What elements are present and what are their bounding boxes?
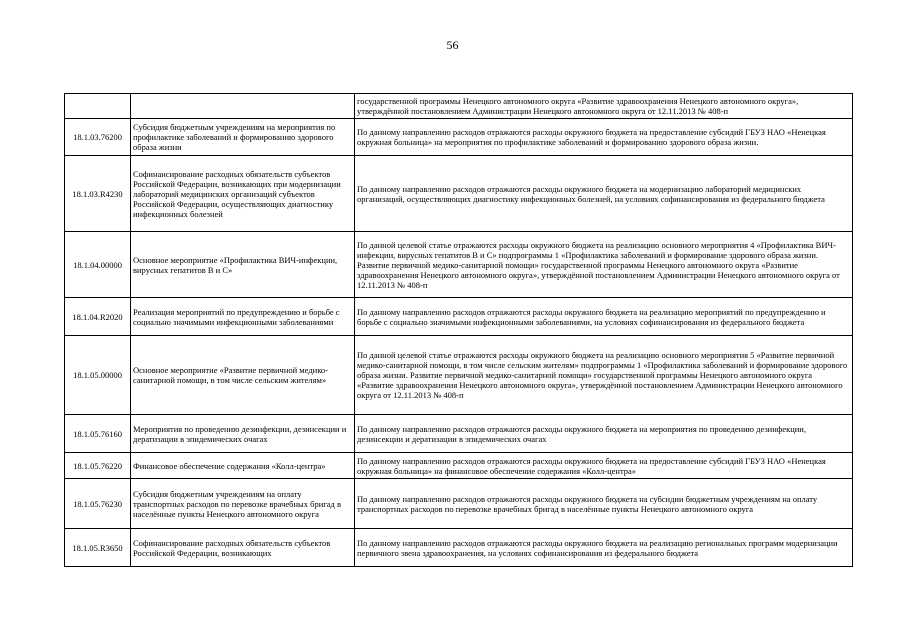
row-name: Мероприятия по проведению дезинфекции, дезинсекции и дератизации в эпидемических очагах — [131, 415, 355, 453]
row-name: Софинансирование расходных обязательств субъектов Российской Федерации, возникающих — [131, 529, 355, 567]
table-row — [65, 453, 853, 479]
page-number: 56 — [446, 38, 459, 52]
row-name: Софинансирование расходных обязательств субъектов Российской Федерации, возникающих при модернизации лабораторий медицинских организаций субъектов Российской Федерации, осуществляющих диагностику инфекционных болезней — [131, 156, 355, 232]
budget-classification-table — [64, 93, 853, 567]
row-code: 18.1.05.76230 — [65, 479, 131, 529]
row-description: По данному направлению расходов отражаются расходы окружного бюджета на реализацию региональных программ модернизации первичного звена здравоохранения, на условиях софинансирования из федерального бюджета — [355, 529, 853, 567]
row-description: По данной целевой статье отражаются расходы окружного бюджета на реализацию основного мероприятия 4 «Профилактика ВИЧ-инфекции, вирусных гепатитов В и С» подпрограммы 1 «Профилактика заболеваний и формирование здорового образа жизни. Развитие первичной медико-санитарной помощи» государственной программы Ненецкого автономного округа «Развитие здравоохранения Ненецкого автономного округа», утверждённой постановлением Администрации Ненецкого автономного округа от 12.11.2013 № 408-п — [355, 232, 853, 298]
row-description: По данному направлению расходов отражаются расходы окружного бюджета на субсидии бюджетным учреждениям на оплату транспортных расходов по перевозке врачебных бригад в населённые пункты Ненецкого автономного округа — [355, 479, 853, 529]
row-name: Основное мероприятие «Профилактика ВИЧ-инфекции, вирусных гепатитов В и С» — [131, 232, 355, 298]
table-row — [65, 479, 853, 529]
row-name: Основное мероприятие «Развитие первичной медико-санитарной помощи, в том числе сельским жителям» — [131, 336, 355, 415]
table-row — [65, 156, 853, 232]
row-name: Реализация мероприятий по предупреждению и борьбе с социально значимыми инфекционными заболеваниями — [131, 298, 355, 336]
row-code: 18.1.04.R2020 — [65, 298, 131, 336]
row-name — [131, 94, 355, 119]
row-code — [65, 94, 131, 119]
row-code: 18.1.05.76220 — [65, 453, 131, 479]
row-name: Субсидия бюджетным учреждениям на мероприятия по профилактике заболеваний и формированию здорового образа жизни — [131, 119, 355, 156]
row-name: Финансовое обеспечение содержания «Колл-центра» — [131, 453, 355, 479]
row-description: По данному направлению расходов отражаются расходы окружного бюджета на предоставление субсидий ГБУЗ НАО «Ненецкая окружная больница» на мероприятия по профилактике заболеваний и формированию здорового образа жизни. — [355, 119, 853, 156]
table-row — [65, 336, 853, 415]
row-description: государственной программы Ненецкого автономного округа «Развитие здравоохранения Ненецкого автономного округа», утверждённой постановлением Администрации Ненецкого автономного округа от 12.11.2013 № 408-п — [355, 94, 853, 119]
table-row — [65, 529, 853, 567]
table-row — [65, 298, 853, 336]
row-description: По данному направлению расходов отражаются расходы окружного бюджета на реализацию мероприятий по предупреждению и борьбе с социально значимыми инфекционными заболеваниями, на условиях софинансирования из федерального бюджета — [355, 298, 853, 336]
table-row — [65, 232, 853, 298]
row-description: По данному направлению расходов отражаются расходы окружного бюджета на мероприятия по проведению дезинфекции, дезинсекции и дератизации в эпидемических очагах — [355, 415, 853, 453]
row-code: 18.1.04.00000 — [65, 232, 131, 298]
table-row — [65, 119, 853, 156]
row-code: 18.1.03.R4230 — [65, 156, 131, 232]
row-description: По данному направлению расходов отражаются расходы окружного бюджета на модернизацию лабораторий медицинских организаций, осуществляющих диагностику инфекционных болезней, на условиях софинансирования из федерального бюджета — [355, 156, 853, 232]
row-code: 18.1.03.76200 — [65, 119, 131, 156]
table-row — [65, 94, 853, 119]
row-description: По данной целевой статье отражаются расходы окружного бюджета на реализацию основного мероприятия 5 «Развитие первичной медико-санитарной помощи, в том числе сельским жителям» подпрограммы 1 «Профилактика заболеваний и формирование здорового образа жизни. Развитие первичной медико-санитарной помощи» государственной программы Ненецкого автономного округа «Развитие здравоохранения Ненецкого автономного округа», утверждённой постановлением Администрации Ненецкого автономного округа от 12.11.2013 № 408-п — [355, 336, 853, 415]
row-code: 18.1.05.R3650 — [65, 529, 131, 567]
row-code: 18.1.05.76160 — [65, 415, 131, 453]
row-code: 18.1.05.00000 — [65, 336, 131, 415]
table-row — [65, 415, 853, 453]
row-description: По данному направлению расходов отражаются расходы окружного бюджета на предоставление субсидий ГБУЗ НАО «Ненецкая окружная больница» на финансовое обеспечение содержания «Колл-центра» — [355, 453, 853, 479]
row-name: Субсидия бюджетным учреждениям на оплату транспортных расходов по перевозке врачебных бригад в населённые пункты Ненецкого автономного округа — [131, 479, 355, 529]
